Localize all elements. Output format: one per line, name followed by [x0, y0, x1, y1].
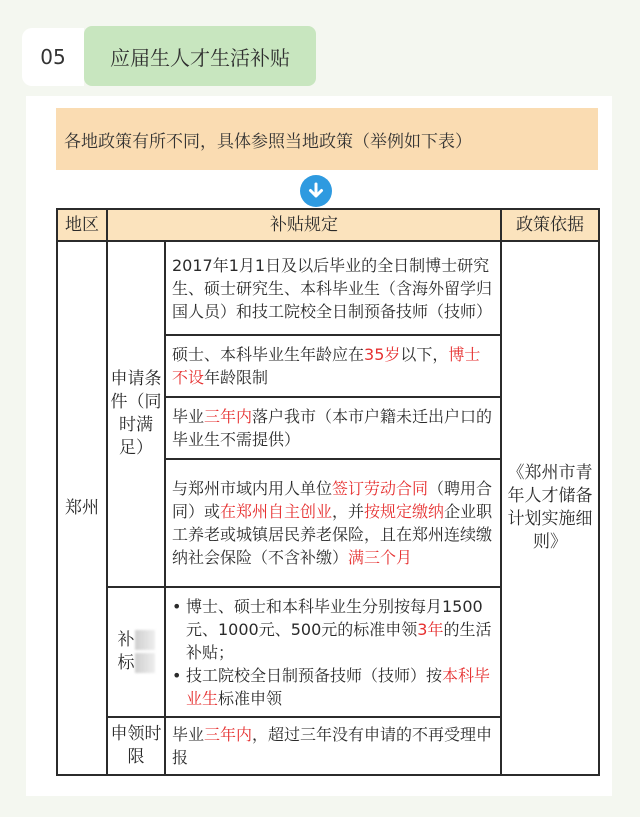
condition-3-part: 落户我市（本市户籍未迁出户口的毕业生不需提供）: [172, 407, 493, 449]
condition-4-part: （聘用合同）或: [172, 479, 493, 521]
condition-3: [165, 397, 501, 459]
condition-4-part: ，并: [332, 502, 365, 521]
policy-basis: 《郑州市青年人才储备计划实施细则》: [501, 241, 599, 775]
condition-1: [165, 241, 501, 335]
section-title: 应届生人才生活补贴: [84, 26, 316, 86]
self-employed-highlight: 在郑州自主创业: [220, 502, 333, 521]
undergrad-standard-highlight: 本科毕业生: [186, 665, 491, 708]
apply-conditions-label: 申请条件（同时满足）: [107, 241, 165, 587]
obscured-text: [135, 630, 155, 650]
subsidy-label-line: 补: [108, 629, 164, 652]
period-part: 毕业: [172, 725, 205, 744]
table-header-row: [57, 209, 599, 241]
policy-note: 各地政策有所不同，具体参照当地政策（举例如下表）: [56, 108, 598, 170]
condition-4-part: 企业职工养老或城镇居民养老保险，且在郑州连续缴纳社会保险（不含补缴）: [172, 502, 493, 567]
condition-2-part: 硕士、本科毕业生年龄应在: [172, 345, 365, 364]
section-number: 05: [22, 28, 84, 86]
apply-period-label: 申领时限: [107, 717, 165, 775]
condition-3-part: 毕业: [172, 407, 205, 426]
labor-contract-highlight: 签订劳动合同: [332, 479, 429, 498]
condition-2-part: 以下，: [400, 345, 449, 364]
header-rule: 补贴规定: [107, 209, 501, 241]
list-item: • 博士、硕士和本科毕业生分别按每月1500元、1000元、500元的标准申领3年的生活补贴；: [172, 595, 494, 664]
arrow-down-circle-icon: [300, 175, 332, 207]
subsidy-policy-table: [56, 208, 600, 776]
insurance-highlight: 按规定缴纳: [364, 502, 445, 521]
subsidy-standard-label: [107, 587, 165, 717]
table-row: [57, 241, 599, 335]
condition-1-text: 2017年1月1日及以后毕业的全日制博士研究生、硕士研究生、本科毕业生（含海外留学归国人员）和技工院校全日制预备技师（技师）: [172, 255, 493, 321]
three-years-highlight: 三年内: [204, 407, 253, 426]
condition-2-part: 年龄限制: [204, 368, 269, 387]
condition-4-part: 与郑州市域内用人单位: [172, 479, 333, 498]
doctor-no-limit-highlight: 博士不设: [172, 345, 481, 387]
header-basis: 政策依据: [501, 209, 599, 241]
region-cell: 郑州: [57, 241, 107, 775]
apply-period: [165, 717, 501, 775]
condition-4: [165, 459, 501, 587]
age-limit-highlight: 35岁: [364, 345, 401, 364]
header-region: 地区: [57, 209, 107, 241]
subsidy-label-line: 标: [108, 652, 164, 675]
period-part: ，超过三年没有申请的不再受理申报: [172, 725, 493, 767]
subsidy-standard: [165, 587, 501, 717]
three-year-subsidy-highlight: 3年: [417, 619, 444, 639]
three-months-highlight: 满三个月: [348, 548, 413, 567]
list-item: • 技工院校全日制预备技师（技师）按本科毕业生标准申领: [172, 664, 494, 710]
obscured-text: [135, 653, 155, 673]
period-highlight: 三年内: [204, 725, 253, 744]
condition-2: [165, 335, 501, 397]
